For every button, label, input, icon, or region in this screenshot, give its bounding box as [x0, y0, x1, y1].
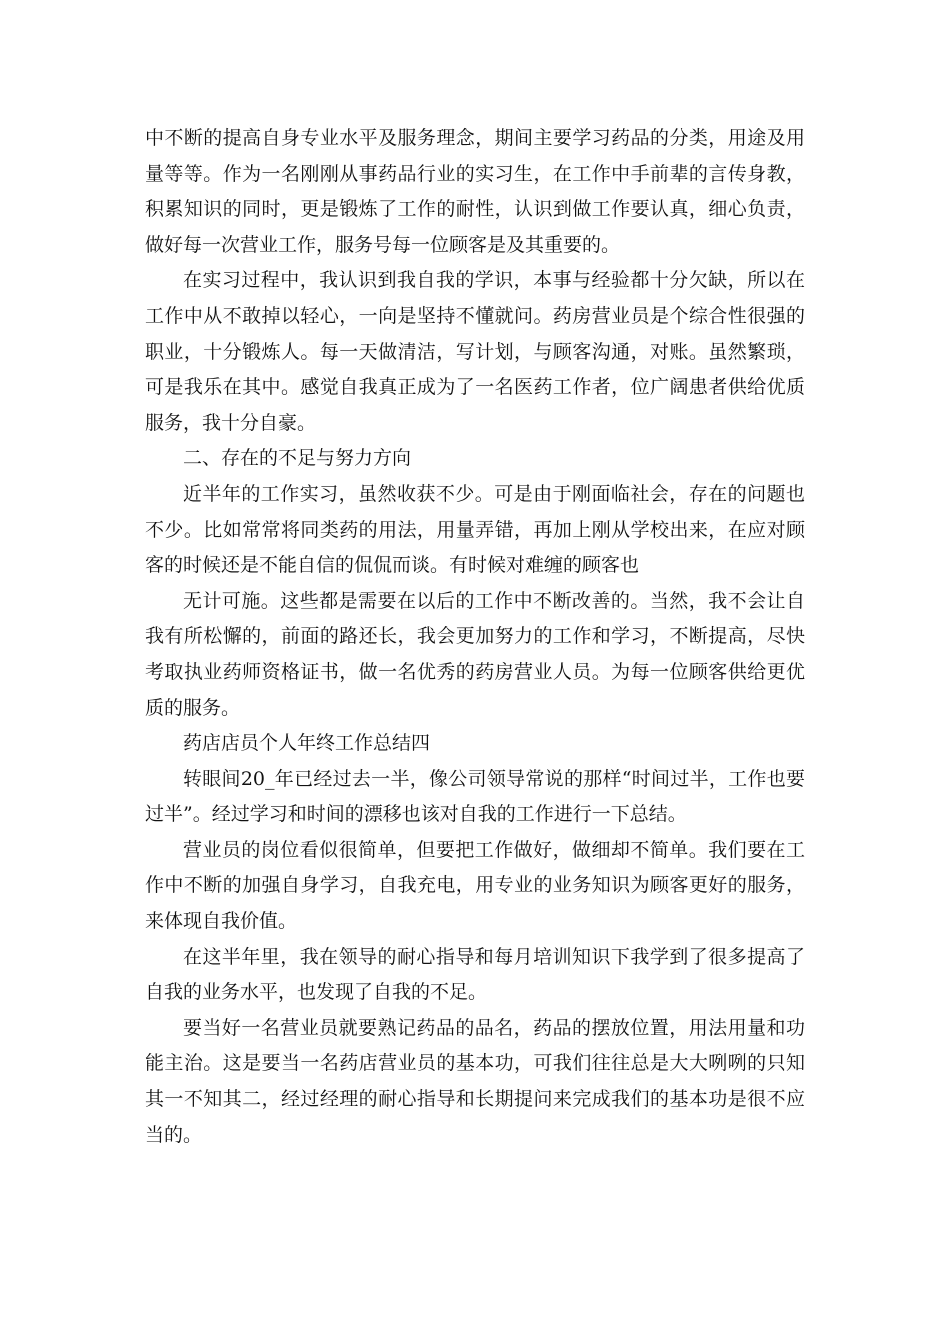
document-body — [145, 121, 805, 1153]
paragraph: 无计可施。这些都是需要在以后的工作中不断改善的。当然，我不会让自我有所松懈的，前面的路还长，我会更加努力的工作和学习，不断提高，尽快考取执业药师资格证书，做一名优秀的药房营业人员。为每一位顾客供给更优质的服务。 — [145, 589, 805, 719]
section-heading: 药店店员个人年终工作总结四 — [183, 732, 431, 755]
paragraph: 营业员的岗位看似很简单，但要把工作做好，做细却不简单。我们要在工作中不断的加强自身学习，自我充电，用专业的业务知识为顾客更好的服务，来体现自我价值。 — [145, 838, 805, 933]
paragraph: 近半年的工作实习，虽然收获不少。可是由于刚面临社会，存在的问题也不少。比如常常将同类药的用法，用量弄错，再加上刚从学校出来，在应对顾客的时候还是不能自信的侃侃而谈。有时候对难缠的顾客也 — [145, 482, 805, 577]
paragraph-continuation: 中不断的提高自身专业水平及服务理念，期间主要学习药品的分类，用途及用量等等。作为一名刚刚从事药品行业的实习生，在工作中手前辈的言传身教，积累知识的同时，更是锻炼了工作的耐性，认识到做工作要认真，细心负责，做好每一次营业工作，服务号每一位顾客是及其重要的。 — [145, 127, 805, 256]
paragraph: 要当好一名营业员就要熟记药品的品名，药品的摆放位置，用法用量和功能主治。这是要当一名药店营业员的基本功，可我们往往总是大大咧咧的只知其一不知其二，经过经理的耐心指导和长期提问来完成我们的基本功是很不应当的。 — [145, 1016, 805, 1146]
paragraph: 在实习过程中，我认识到我自我的学识，本事与经验都十分欠缺，所以在工作中从不敢掉以轻心，一向是坚持不懂就问。药房营业员是个综合性很强的职业，十分锻炼人。每一天做清洁，写计划，与顾客沟通，对账。虽然繁琐，可是我乐在其中。感觉自我真正成为了一名医药工作者，位广阔患者供给优质服务，我十分自豪。 — [145, 269, 805, 434]
section-heading: 二、存在的不足与努力方向 — [183, 447, 412, 470]
paragraph: 在这半年里，我在领导的耐心指导和每月培训知识下我学到了很多提高了自我的业务水平，也发现了自我的不足。 — [145, 945, 805, 1004]
paragraph: 转眼间20_年已经过去一半，像公司领导常说的那样“时间过半，工作也要过半”。经过学习和时间的漂移也该对自我的工作进行一下总结。 — [145, 767, 805, 826]
